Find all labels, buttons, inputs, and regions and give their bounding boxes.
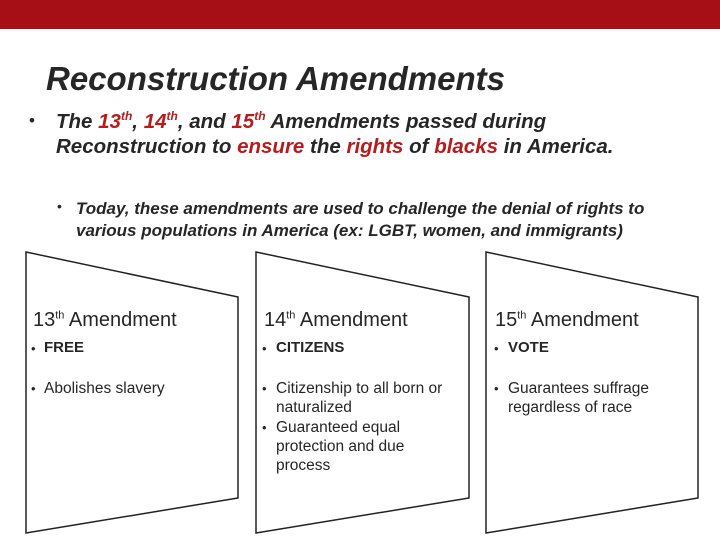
bullet-marker: • [494,341,499,356]
highlight-ensure: ensure [237,135,305,158]
slide-title: Reconstruction Amendments [46,60,506,97]
bullet-marker: • [262,381,267,396]
card-item: Abolishes slavery [44,380,165,397]
bullet-marker: • [29,111,35,130]
card-keyword: CITIZENS [276,339,345,356]
bullet-marker: • [262,341,267,356]
bullet-marker: • [31,381,36,396]
card-item: Guarantees suffrage regardless of race [508,380,650,416]
bullet-text: , and [177,110,232,133]
highlight-rights: rights [346,135,404,158]
bullet-marker: • [494,381,499,396]
bullet-text: The [56,110,99,133]
bullet-marker: • [57,198,62,214]
bullet-text: Amendments passed during Reconstruction to [56,110,547,158]
bullet-text: , [132,110,144,133]
bullet-sub: Today, these amendments are used to challenge the denial of rights to various populations in America (ex: LGBT, women, and immigrants) [76,199,645,240]
card-item: Guaranteed equal protection and due process [276,419,405,474]
bullet-marker: • [31,341,36,356]
card-keyword: FREE [44,339,85,356]
card-item: Citizenship to all born or naturalized [276,380,443,416]
bullet-text: the [304,135,347,158]
bullet-marker: • [262,420,267,435]
card-title: 15th Amendment [495,309,639,331]
bullet-text: of [403,135,435,158]
amendment-13: 13th [98,109,133,133]
amendment-15: 15th [231,109,266,133]
highlight-blacks: blacks [434,135,499,158]
card-keyword: VOTE [508,339,549,356]
amendment-14: 14th [143,109,178,133]
card-title: 14th Amendment [264,309,408,331]
card-title: 13th Amendment [33,309,177,331]
bullet-text: in America. [498,135,614,158]
